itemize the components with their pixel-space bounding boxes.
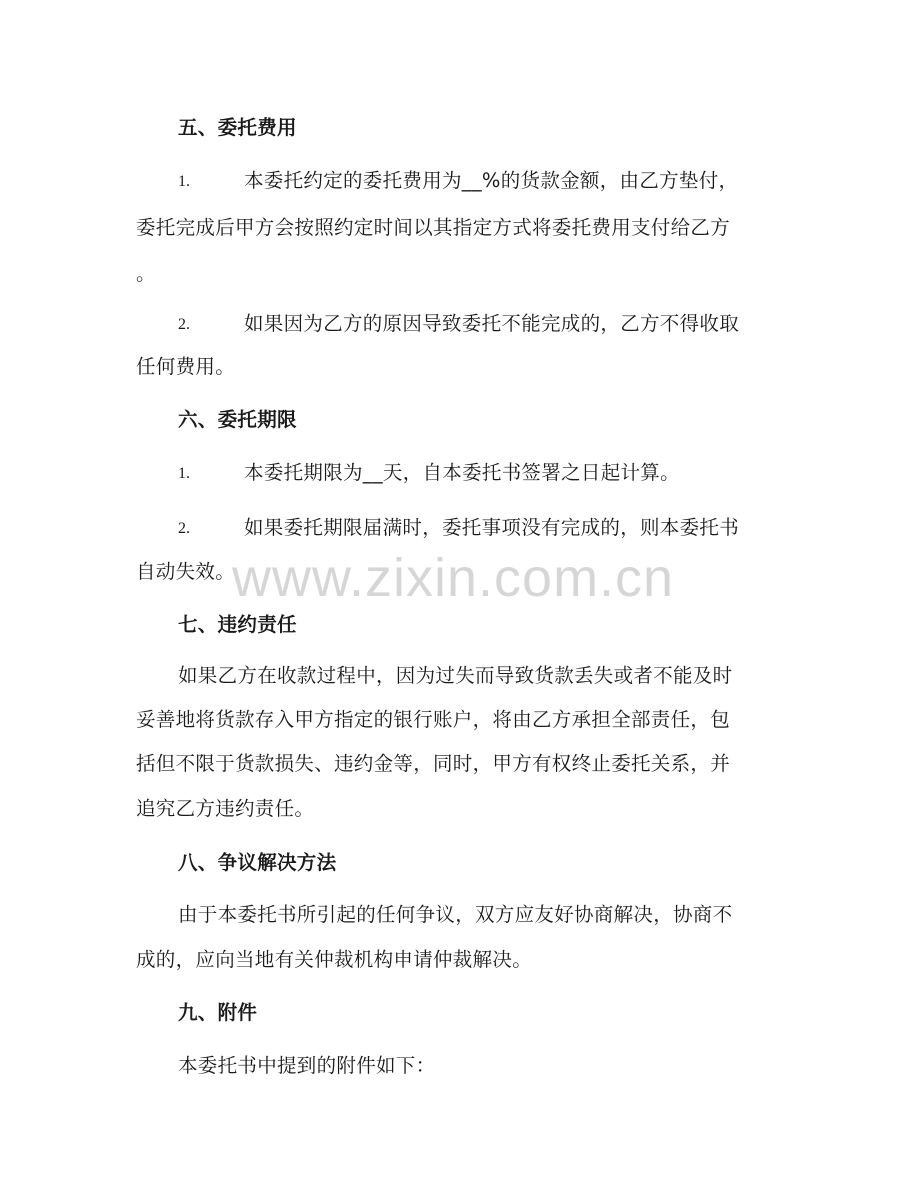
fee-item2-line1: 如果因为乙方的原因导致委托不能完成的，乙方不得收取 — [244, 312, 740, 335]
item-number: 2. — [178, 316, 190, 333]
dispute-para-line: 由于本委托书所引起的任何争议，双方应友好协商解决，协商不 — [178, 903, 733, 926]
fee-item1-line3: 。 — [136, 262, 156, 285]
fee-item2-line2: 任何费用。 — [136, 355, 236, 378]
section-heading-liability: 七、违约责任 — [178, 613, 297, 636]
item-number: 1. — [178, 465, 190, 482]
fee-item1-line1: 本委托约定的委托费用为__%的货款金额，由乙方垫付， — [244, 169, 739, 192]
term-item2-line2: 自动失效。 — [136, 560, 236, 583]
liability-para-line: 括但不限于货款损失、违约金等，同时，甲方有权终止委托关系，并 — [136, 752, 731, 775]
liability-para-line: 追究乙方违约责任。 — [136, 797, 315, 820]
term-item2-line1: 如果委托期限届满时，委托事项没有完成的，则本委托书 — [244, 516, 740, 539]
attachments-para-line: 本委托书中提到的附件如下： — [178, 1054, 436, 1077]
liability-para-line: 如果乙方在收款过程中，因为过失而导致货款丢失或者不能及时 — [178, 664, 733, 687]
liability-para-line: 妥善地将货款存入甲方指定的银行账户，将由乙方承担全部责任，包 — [136, 708, 731, 731]
section-heading-term: 六、委托期限 — [178, 408, 297, 431]
dispute-para-line: 成的，应向当地有关仲裁机构申请仲裁解决。 — [136, 948, 533, 971]
term-item1-line1: 本委托期限为__天，自本委托书签署之日起计算。 — [244, 461, 680, 484]
item-number: 1. — [178, 173, 190, 190]
watermark-text: www.zixin.com.cn — [232, 548, 675, 608]
section-heading-dispute: 八、争议解决方法 — [178, 851, 337, 874]
section-heading-fees: 五、委托费用 — [178, 116, 297, 139]
item-number: 2. — [178, 520, 190, 537]
fee-item1-line2: 委托完成后甲方会按照约定时间以其指定方式将委托费用支付给乙方 — [136, 216, 731, 239]
section-heading-attachments: 九、附件 — [178, 1001, 258, 1024]
